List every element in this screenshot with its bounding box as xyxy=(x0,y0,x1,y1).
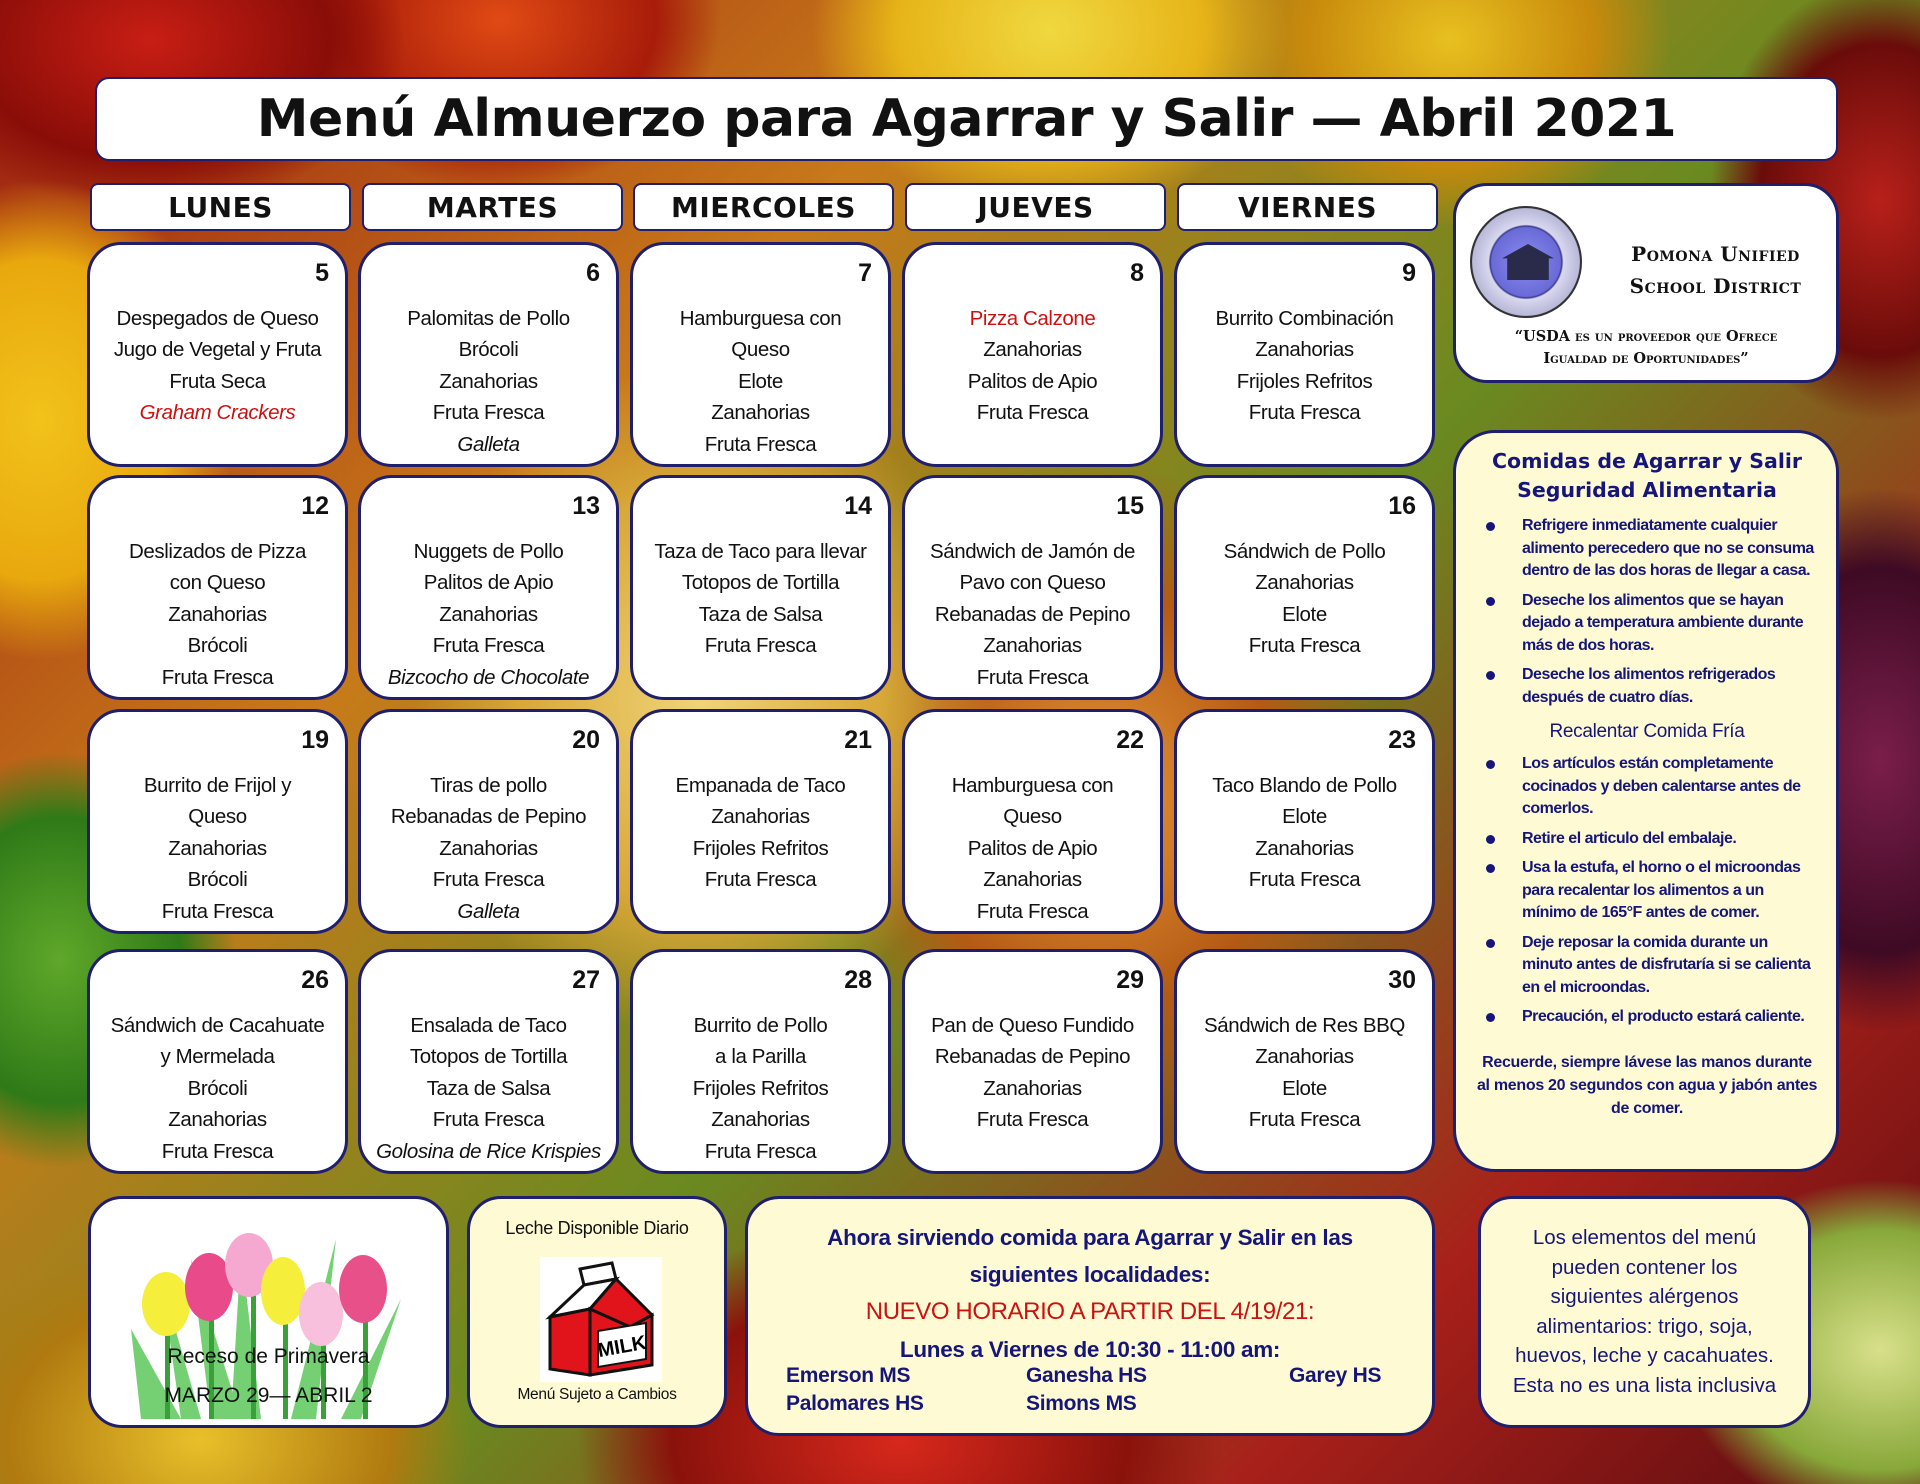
menu-items xyxy=(375,770,602,927)
milk-available-text: Leche Disponible Diario xyxy=(505,1218,689,1238)
menu-day-cell xyxy=(902,475,1163,700)
menu-item: Jugo de Vegetal y Fruta xyxy=(113,338,322,362)
menu-item: Brócoli xyxy=(458,338,519,362)
menu-item: Fruta Fresca xyxy=(704,1139,817,1163)
menu-item: Pavo con Queso xyxy=(959,571,1106,595)
menu-items xyxy=(375,303,602,460)
day-number: 14 xyxy=(844,492,872,520)
day-number: 22 xyxy=(1116,726,1144,754)
allergen-line: Los elementos del menú xyxy=(1532,1226,1757,1249)
day-number: 9 xyxy=(1402,259,1416,287)
menu-item: Totopos de Tortilla xyxy=(409,1045,568,1069)
menu-item: Rebanadas de Pepino xyxy=(934,602,1131,626)
menu-day-cell xyxy=(630,242,891,467)
day-number: 27 xyxy=(572,966,600,994)
day-number: 19 xyxy=(301,726,329,754)
menu-item: Deslizados de Pizza xyxy=(129,540,306,563)
menu-items xyxy=(919,303,1146,429)
new-schedule-notice: NUEVO HORARIO A PARTIR DEL 4/19/21: xyxy=(865,1298,1315,1325)
menu-item: Fruta Fresca xyxy=(161,665,274,689)
bullet-item: Deseche los alimentos que se hayan dejado a temperatura ambiente durante más de dos horas. xyxy=(1474,590,1820,658)
district-name xyxy=(1598,238,1833,302)
day-header-viernes: VIERNES xyxy=(1177,183,1438,231)
menu-item: Zanahorias xyxy=(168,602,267,626)
day-header-lunes: LUNES xyxy=(90,183,351,231)
bullet-item: Usa la estufa, el horno o el microondas para recalentar los alimentos a un mínimo de 165°F antes de comer. xyxy=(1474,857,1820,925)
menu-day-cell xyxy=(1174,709,1435,934)
menu-item: Galleta xyxy=(457,899,520,923)
menu-item: Zanahorias xyxy=(983,1076,1082,1100)
menu-day-cell xyxy=(87,949,348,1174)
day-number: 7 xyxy=(858,259,872,287)
title-banner xyxy=(95,77,1838,161)
menu-item: Frijoles Refritos xyxy=(692,836,829,860)
menu-items xyxy=(919,536,1146,693)
menu-item: Ensalada de Taco xyxy=(410,1014,567,1037)
spring-break-box xyxy=(88,1196,449,1428)
menu-items xyxy=(647,1010,874,1167)
menu-day-cell xyxy=(358,949,619,1174)
page-title: Menú Almuerzo para Agarrar y Salir — Abril 2021 xyxy=(256,89,1677,149)
menu-items xyxy=(647,536,874,662)
menu-item: a la Parilla xyxy=(715,1045,806,1069)
locations-intro xyxy=(748,1219,1432,1293)
menu-day-cell xyxy=(358,475,619,700)
spring-break-label: Receso de Primavera xyxy=(167,1345,370,1368)
menu-item: Fruta Fresca xyxy=(976,899,1089,923)
menu-day-cell xyxy=(87,709,348,934)
menu-item: Fruta Fresca xyxy=(432,1108,545,1132)
schoolhouse-icon xyxy=(1502,244,1554,280)
menu-item: Palitos de Apio xyxy=(967,836,1098,860)
menu-item: Zanahorias xyxy=(711,401,810,425)
day-header-miercoles: MIERCOLES xyxy=(633,183,894,231)
day-number: 12 xyxy=(301,492,329,520)
menu-item: Fruta Fresca xyxy=(432,634,545,658)
menu-item: Fruta Fresca xyxy=(432,401,545,425)
day-number: 13 xyxy=(572,492,600,520)
menu-items xyxy=(919,770,1146,927)
pickup-locations-box xyxy=(745,1196,1435,1436)
menu-item: Fruta Fresca xyxy=(1248,1108,1361,1132)
safety-title-line1: Comidas de Agarrar y Salir xyxy=(1491,449,1802,473)
menu-subject-to-change: Menú Sujeto a Cambios xyxy=(517,1386,677,1403)
menu-item: Fruta Fresca xyxy=(976,665,1089,689)
usda-line2: Igualdad de Oportunidades” xyxy=(1543,350,1749,367)
day-number: 28 xyxy=(844,966,872,994)
day-number: 23 xyxy=(1388,726,1416,754)
menu-items xyxy=(919,1010,1146,1136)
menu-day-cell xyxy=(358,709,619,934)
bullet-item: Refrigere inmediatamente cualquier alimento perecedero que no se consuma dentro de las dos horas de llegar a casa. xyxy=(1474,515,1820,583)
menu-item: Brócoli xyxy=(187,1076,248,1100)
menu-day-cell xyxy=(1174,949,1435,1174)
menu-item: Rebanadas de Pepino xyxy=(934,1045,1131,1069)
menu-items xyxy=(1191,770,1418,896)
menu-item: Fruta Fresca xyxy=(161,899,274,923)
menu-item: Fruta Fresca xyxy=(432,868,545,892)
menu-item: Fruta Fresca xyxy=(161,1139,274,1163)
menu-item: Zanahorias xyxy=(983,634,1082,658)
day-number: 16 xyxy=(1388,492,1416,520)
menu-item: Fruta Fresca xyxy=(704,432,817,456)
menu-item: Nuggets de Pollo xyxy=(413,540,564,563)
storage-bullets xyxy=(1474,515,1820,709)
location-item: Emerson MS xyxy=(786,1364,911,1387)
bullet-item: Deje reposar la comida durante un minuto antes de disfrutaría si se calienta en el microondas. xyxy=(1474,932,1820,1000)
menu-item: Zanahorias xyxy=(711,1108,810,1132)
menu-item: Empanada de Taco xyxy=(675,774,846,797)
location-item: Simons MS xyxy=(1026,1392,1137,1415)
day-number: 8 xyxy=(1130,259,1144,287)
menu-item: Burrito Combinación xyxy=(1215,307,1394,330)
menu-item: Taza de Salsa xyxy=(426,1076,551,1100)
menu-item: Golosina de Rice Krispies xyxy=(376,1139,601,1163)
location-item: Ganesha HS xyxy=(1026,1364,1147,1387)
menu-item: Frijoles Refritos xyxy=(1236,369,1373,393)
allergen-line: pueden contener los xyxy=(1551,1255,1738,1279)
allergen-line: Esta no es una lista inclusiva xyxy=(1512,1373,1777,1397)
menu-items xyxy=(375,536,602,693)
bullet-item: Retire el articulo del embalaje. xyxy=(1474,828,1820,851)
menu-item: Zanahorias xyxy=(711,805,810,829)
menu-item: Palitos de Apio xyxy=(967,369,1098,393)
menu-item: Brócoli xyxy=(187,634,248,658)
menu-item: Zanahorias xyxy=(168,1108,267,1132)
menu-item: y Mermelada xyxy=(160,1045,275,1069)
menu-item: Zanahorias xyxy=(1255,571,1354,595)
menu-item: Zanahorias xyxy=(439,369,538,393)
menu-items xyxy=(104,536,331,693)
usda-statement xyxy=(1464,326,1828,370)
menu-day-cell xyxy=(1174,475,1435,700)
safety-title xyxy=(1474,447,1820,505)
menu-item: Burrito de Pollo xyxy=(693,1014,828,1037)
menu-item: Fruta Fresca xyxy=(976,401,1089,425)
reheat-bullets xyxy=(1474,753,1820,1029)
menu-item: Fruta Seca xyxy=(169,369,266,393)
menu-item: Palitos de Apio xyxy=(423,571,554,595)
day-number: 21 xyxy=(844,726,872,754)
menu-items xyxy=(647,770,874,896)
menu-item: Hamburguesa con xyxy=(679,307,842,330)
reheat-title: Recalentar Comida Fría xyxy=(1549,721,1745,742)
menu-item: Rebanadas de Pepino xyxy=(390,805,587,829)
menu-item: Taza de Salsa xyxy=(698,602,823,626)
food-safety-panel xyxy=(1453,430,1839,1172)
district-name-line2: School District xyxy=(1629,274,1802,298)
menu-item: Bizcocho de Chocolate xyxy=(387,665,590,689)
day-number: 5 xyxy=(315,259,329,287)
menu-item: Taza de Taco para llevar xyxy=(654,540,867,563)
menu-items xyxy=(104,303,331,429)
menu-item: Graham Crackers xyxy=(139,401,296,425)
menu-items xyxy=(375,1010,602,1167)
menu-item: Zanahorias xyxy=(1255,1045,1354,1069)
menu-item: Zanahorias xyxy=(983,868,1082,892)
day-number: 6 xyxy=(586,259,600,287)
menu-day-cell xyxy=(902,242,1163,467)
day-number: 26 xyxy=(301,966,329,994)
menu-item: Burrito de Frijol y xyxy=(143,774,292,797)
menu-item: Brócoli xyxy=(187,868,248,892)
menu-item: Pizza Calzone xyxy=(969,307,1096,330)
menu-item: Queso xyxy=(1003,805,1062,829)
svg-text:MILK: MILK xyxy=(596,1331,648,1363)
menu-item: Sándwich de Jamón de xyxy=(929,540,1136,563)
district-seal-icon xyxy=(1470,206,1582,318)
menu-item: Elote xyxy=(1282,1076,1327,1100)
day-header-martes: MARTES xyxy=(362,183,623,231)
day-number: 15 xyxy=(1116,492,1144,520)
menu-items xyxy=(1191,303,1418,429)
menu-day-cell xyxy=(630,475,891,700)
menu-day-cell xyxy=(1174,242,1435,467)
menu-item: con Queso xyxy=(169,571,266,595)
menu-item: Zanahorias xyxy=(983,338,1082,362)
district-logo-box xyxy=(1453,183,1839,383)
menu-item: Zanahorias xyxy=(1255,338,1354,362)
bullet-item: Precaución, el producto estará caliente. xyxy=(1474,1006,1820,1029)
location-item: Garey HS xyxy=(1289,1364,1382,1387)
menu-item: Tiras de pollo xyxy=(430,774,547,797)
menu-item: Pan de Queso Fundido xyxy=(931,1014,1134,1037)
day-number: 30 xyxy=(1388,966,1416,994)
menu-items xyxy=(104,770,331,927)
day-header-jueves: JUEVES xyxy=(905,183,1166,231)
spring-break-text xyxy=(91,1337,446,1415)
menu-item: Elote xyxy=(738,369,783,393)
menu-item: Zanahorias xyxy=(168,836,267,860)
menu-item: Zanahorias xyxy=(1255,836,1354,860)
district-name-line1: Pomona Unified xyxy=(1631,242,1800,266)
menu-day-cell xyxy=(902,949,1163,1174)
menu-item: Elote xyxy=(1282,805,1327,829)
menu-items xyxy=(104,1010,331,1167)
menu-day-cell xyxy=(902,709,1163,934)
usda-line1: “USDA es un proveedor que Ofrece xyxy=(1514,328,1778,345)
menu-item: Sándwich de Pollo xyxy=(1223,540,1386,563)
menu-day-cell xyxy=(87,475,348,700)
allergen-line: huevos, leche y cacahuates. xyxy=(1515,1344,1774,1367)
location-item: Palomares HS xyxy=(786,1392,924,1415)
handwashing-reminder: Recuerde, siempre lávese las manos durante al menos 20 segundos con agua y jabón antes de comer. xyxy=(1476,1053,1818,1117)
menu-item: Queso xyxy=(188,805,247,829)
menu-item: Fruta Fresca xyxy=(704,868,817,892)
bullet-item: Deseche los alimentos refrigerados después de cuatro días. xyxy=(1474,664,1820,709)
spring-break-dates: MARZO 29— ABRIL 2 xyxy=(164,1384,373,1407)
menu-day-cell xyxy=(630,709,891,934)
allergen-line: siguientes alérgenos xyxy=(1550,1285,1739,1308)
menu-item: Fruta Fresca xyxy=(976,1108,1089,1132)
locations-intro-line1: Ahora sirviendo comida para Agarrar y Salir en las xyxy=(827,1225,1353,1250)
menu-item: Fruta Fresca xyxy=(704,634,817,658)
menu-item: Zanahorias xyxy=(439,602,538,626)
day-number: 20 xyxy=(572,726,600,754)
menu-item: Fruta Fresca xyxy=(1248,634,1361,658)
menu-item: Taco Blando de Pollo xyxy=(1212,774,1397,797)
menu-item: Totopos de Tortilla xyxy=(681,571,840,595)
menu-items xyxy=(1191,536,1418,662)
menu-item: Fruta Fresca xyxy=(1248,401,1361,425)
menu-item: Despegados de Queso xyxy=(116,307,319,330)
menu-item: Elote xyxy=(1282,602,1327,626)
milk-carton-icon xyxy=(540,1257,662,1382)
menu-item: Fruta Fresca xyxy=(1248,868,1361,892)
allergen-line: alimentarios: trigo, soja, xyxy=(1536,1314,1753,1338)
safety-title-line2: Seguridad Alimentaria xyxy=(1517,478,1777,502)
menu-item: Queso xyxy=(731,338,790,362)
menu-day-cell xyxy=(630,949,891,1174)
menu-items xyxy=(1191,1010,1418,1136)
menu-item: Sándwich de Res BBQ xyxy=(1204,1014,1405,1037)
locations-intro-line2: siguientes localidades: xyxy=(969,1262,1211,1287)
day-number: 29 xyxy=(1116,966,1144,994)
menu-day-cell xyxy=(358,242,619,467)
milk-box xyxy=(467,1196,727,1428)
bullet-item: Los artículos están completamente cocinados y deben calentarse antes de comerlos. xyxy=(1474,753,1820,821)
menu-item: Palomitas de Pollo xyxy=(407,307,570,330)
menu-item: Galleta xyxy=(457,432,520,456)
menu-day-cell xyxy=(87,242,348,467)
menu-items xyxy=(647,303,874,460)
menu-item: Frijoles Refritos xyxy=(692,1076,829,1100)
service-hours: Lunes a Viernes de 10:30 - 11:00 am: xyxy=(899,1337,1281,1362)
location-list xyxy=(786,1364,1406,1424)
menu-item: Sándwich de Cacahuate xyxy=(110,1014,325,1037)
menu-item: Hamburguesa con xyxy=(951,774,1114,797)
allergen-notice-box xyxy=(1478,1196,1811,1428)
menu-item: Zanahorias xyxy=(439,836,538,860)
